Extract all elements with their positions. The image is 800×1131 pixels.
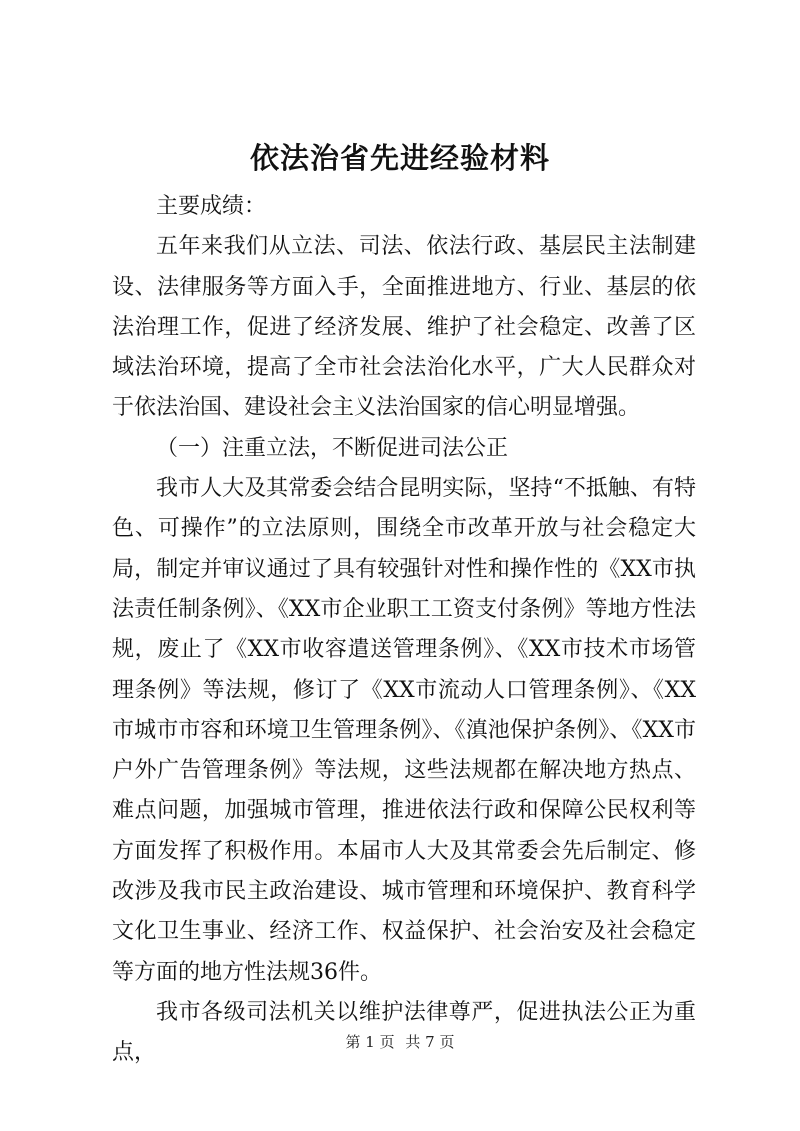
page-number-current: 第 1 页 bbox=[345, 1033, 395, 1051]
page-footer bbox=[0, 1032, 800, 1052]
paragraph-overview: 五年来我们从立法、司法、依法行政、基层民主法制建设、法律服务等方面入手，全面推进地方、行业、基层的依法治理工作，促进了经济发展、维护了社会稳定、改善了区域法治环境，提高了全市社会法治化水平，广大人民群众对于依法治国、建设社会主义法治国家的信心明显增强。 bbox=[112, 234, 696, 421]
page-number-total: 共 7 页 bbox=[405, 1033, 455, 1051]
document-body bbox=[112, 187, 696, 1074]
paragraph-section-heading-1: （一）注重立法，不断促进司法公正 bbox=[156, 435, 509, 461]
paragraph-legislation: 我市人大及其常委会结合昆明实际，坚持“不抵触、有特色、可操作”的立法原则，围绕全市改革开放与社会稳定大局，制定并审议通过了具有较强针对性和操作性的《XX市执法责任制条例》、《XX市企业职工工资支付条例》等地方性法规，废止了《XX市收容遣送管理条例》、《XX市技术市场管理条例》等法规，修订了《XX市流动人口管理条例》、《XX市城市市容和环境卫生管理条例》、《滇池保护条例》、《XX市户外广告管理条例》等法规，这些法规都在解决地方热点、难点问题，加强城市管理，推进依法行政和保障公民权利等方面发挥了积极作用。本届市人大及其常委会先后制定、修改涉及我市民主政治建设、城市管理和环境保护、教育科学文化卫生事业、经济工作、权益保护、社会治安及社会稳定等方面的地方性法规36件。 bbox=[112, 476, 696, 985]
document-title: 依法治省先进经验材料 bbox=[249, 141, 550, 175]
paragraph-judicial: 我市各级司法机关以维护法律尊严，促进执法公正为重点， bbox=[112, 999, 696, 1066]
paragraph-main-achievements-heading: 主要成绩： bbox=[156, 194, 267, 219]
